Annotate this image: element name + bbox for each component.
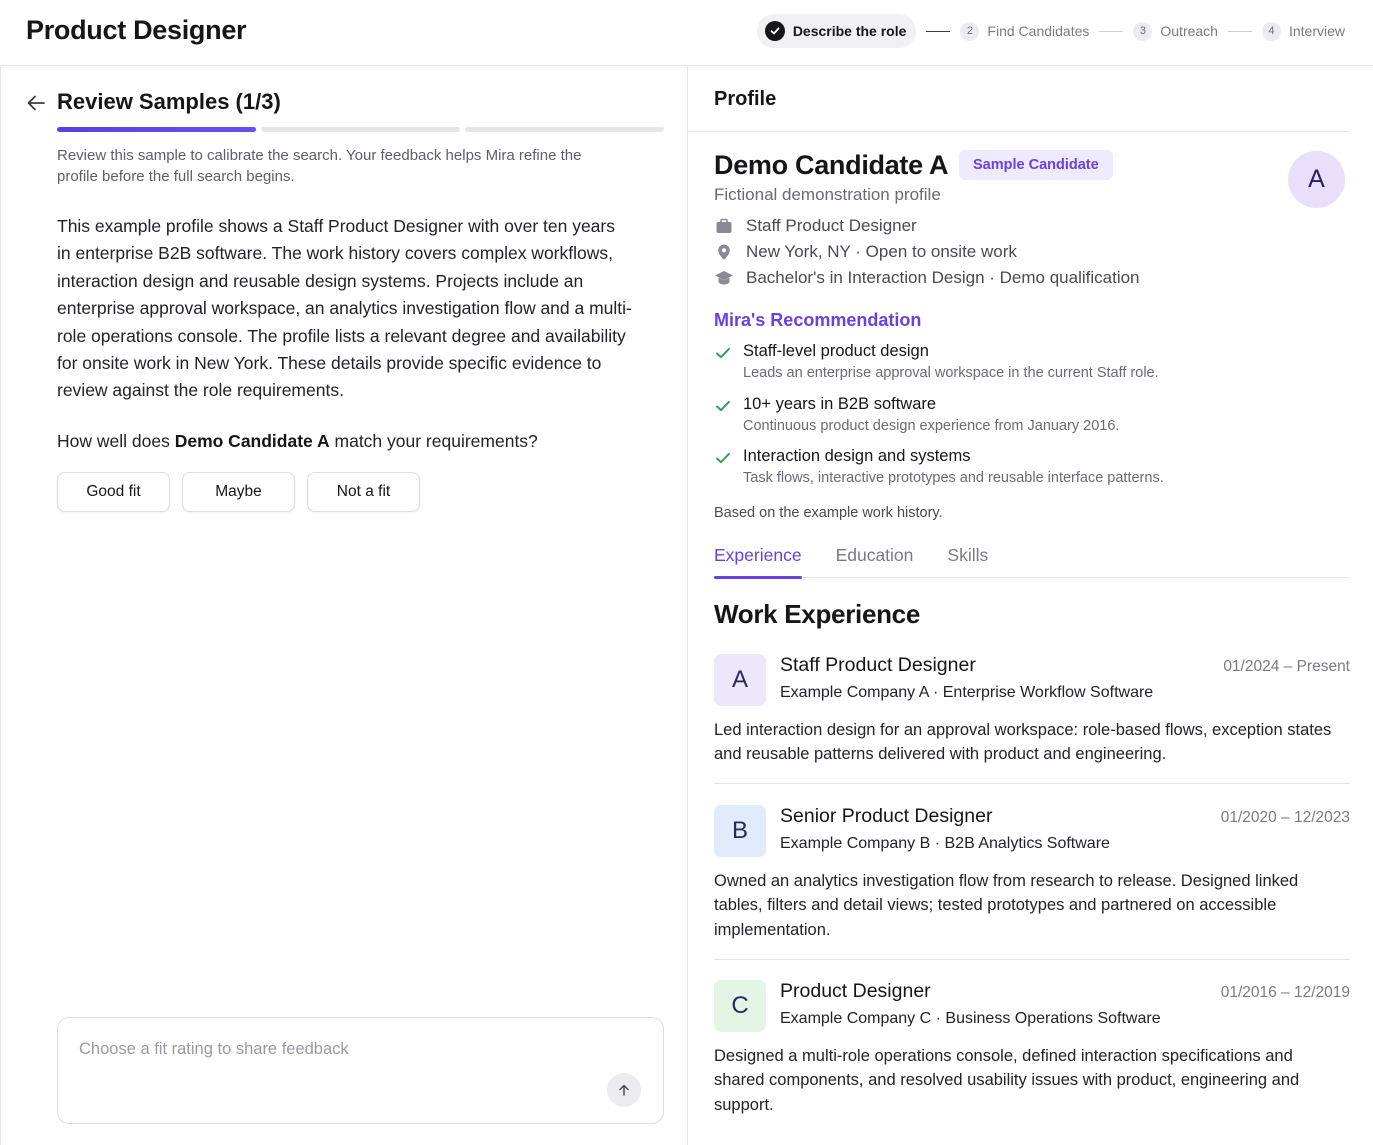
progress-segment <box>57 127 256 132</box>
step-number: 2 <box>960 22 979 41</box>
recommendation-item-detail: Leads an enterprise approval workspace in the current Staff role. <box>743 365 1159 381</box>
job-dates: 01/2020 – 12/2023 <box>1220 809 1350 826</box>
check-circle-icon <box>765 21 785 41</box>
job-description: Led interaction design for an approval workspace: role-based flows, exception states and reusable patterns delivered with product and engineering. <box>714 721 1332 764</box>
maybe-button[interactable]: Maybe <box>182 472 295 512</box>
step-label: Find Candidates <box>987 23 1090 39</box>
divider <box>714 783 1350 784</box>
meta-role <box>714 216 917 236</box>
meta-role-text: Staff Product Designer <box>746 216 917 235</box>
step-connector <box>1099 31 1123 32</box>
job-title: Staff Product Designer <box>780 654 976 676</box>
job-description: Owned an analytics investigation flow from research to release. Designed linked tables, filters and detail views; tested prototypes and partnered on accessible implementation. <box>714 872 1299 939</box>
step-label: Describe the role <box>792 23 907 39</box>
arrow-left-icon[interactable] <box>25 92 47 119</box>
review-panel <box>0 66 688 1145</box>
tab-education[interactable]: Education <box>835 545 914 565</box>
candidate-subtitle: Fictional demonstration profile <box>714 185 941 204</box>
not-a-fit-button[interactable]: Not a fit <box>307 472 420 512</box>
send-button[interactable] <box>607 1073 641 1107</box>
job-description: Designed a multi-role operations console, defined interaction specifications and shared components, and resolved usability issues with product, engineering and support. <box>714 1047 1300 1114</box>
meta-location-text: New York, NY · Open to onsite work <box>746 242 1017 261</box>
recommendation-item-title: Staff-level product design <box>743 342 929 360</box>
progress-segment <box>465 127 664 132</box>
feedback-placeholder: Choose a fit rating to share feedback <box>79 1040 349 1058</box>
question-prefix: How well does <box>57 431 175 451</box>
check-icon <box>714 449 732 472</box>
review-title: Review Samples (1/3) <box>57 89 281 114</box>
meta-location <box>714 242 1017 262</box>
candidate-name: Demo Candidate A <box>714 150 949 180</box>
step-outreach[interactable] <box>1133 22 1218 41</box>
profile-panel <box>688 66 1373 1145</box>
job-company: Example Company A · Enterprise Workflow Software <box>780 684 1154 701</box>
progress-segment <box>261 127 460 132</box>
recommendation-note: Based on the example work history. <box>714 505 943 521</box>
recommendation-title: Mira's Recommendation <box>714 310 922 330</box>
job-company: Example Company C · Business Operations Software <box>780 1010 1161 1027</box>
profile-heading: Profile <box>714 88 777 110</box>
feedback-input[interactable] <box>57 1017 664 1124</box>
work-experience-title: Work Experience <box>714 599 921 629</box>
meta-education-text: Bachelor's in Interaction Design · Demo qualification <box>746 268 1140 287</box>
recommendation-item-title: 10+ years in B2B software <box>743 395 937 413</box>
divider <box>714 959 1350 960</box>
tab-experience[interactable]: Experience <box>714 545 802 578</box>
graduation-cap-icon <box>714 268 734 288</box>
job-title: Senior Product Designer <box>780 805 993 827</box>
review-progress-bar <box>57 127 664 132</box>
progress-stepper <box>757 14 1345 48</box>
step-connector <box>926 31 950 32</box>
meta-education <box>714 268 1140 288</box>
question-suffix: match your requirements? <box>329 431 538 451</box>
profile-summary: This example profile shows a Staff Product Designer with over ten years in enterprise B2B software. The work history covers complex workflows, interaction design and reusable design systems. Projects include an enterprise approval workspace, an analytics investigation flow and a multi-role operations console. The profile lists a relevant degree and availability for onsite work in New York. These details provide specific evidence to review against the role requirements. <box>57 216 632 401</box>
tab-skills[interactable]: Skills <box>947 545 989 565</box>
recommendation-item-title: Interaction design and systems <box>743 447 971 465</box>
step-number: 4 <box>1262 22 1281 41</box>
step-interview[interactable] <box>1262 22 1345 41</box>
step-connector <box>1228 31 1252 32</box>
avatar: A <box>1288 151 1345 208</box>
divider <box>688 131 1350 132</box>
recommendation-item-detail: Task flows, interactive prototypes and reusable interface patterns. <box>743 470 1164 486</box>
good-fit-button[interactable]: Good fit <box>57 472 170 512</box>
map-pin-icon <box>714 242 734 262</box>
step-label: Interview <box>1288 23 1345 39</box>
sample-candidate-badge: Sample Candidate <box>959 150 1113 180</box>
page-title: Product Designer <box>26 15 247 45</box>
company-logo: A <box>714 654 766 706</box>
step-describe-role[interactable] <box>757 14 917 48</box>
fit-rating-buttons <box>57 472 420 512</box>
review-helper-text: Review this sample to calibrate the search. Your feedback helps Mira refine the profile before the full search begins. <box>57 147 582 185</box>
fit-question <box>57 431 538 452</box>
job-company: Example Company B · B2B Analytics Software <box>780 835 1110 852</box>
recommendation-item-detail: Continuous product design experience from January 2016. <box>743 418 1120 434</box>
briefcase-icon <box>714 216 734 236</box>
top-header <box>0 0 1373 66</box>
company-logo: B <box>714 805 766 857</box>
profile-tabs <box>714 545 1350 578</box>
step-label: Outreach <box>1160 23 1218 39</box>
check-icon <box>714 344 732 367</box>
job-dates: 01/2016 – 12/2019 <box>1220 984 1350 1001</box>
arrow-up-icon <box>617 1083 631 1097</box>
step-find-candidates[interactable] <box>960 22 1089 41</box>
job-dates: 01/2024 – Present <box>1223 658 1350 675</box>
check-icon <box>714 397 732 420</box>
question-candidate-name: Demo Candidate A <box>174 431 330 451</box>
company-logo: C <box>714 980 766 1032</box>
job-title: Product Designer <box>780 980 931 1002</box>
step-number: 3 <box>1133 22 1152 41</box>
